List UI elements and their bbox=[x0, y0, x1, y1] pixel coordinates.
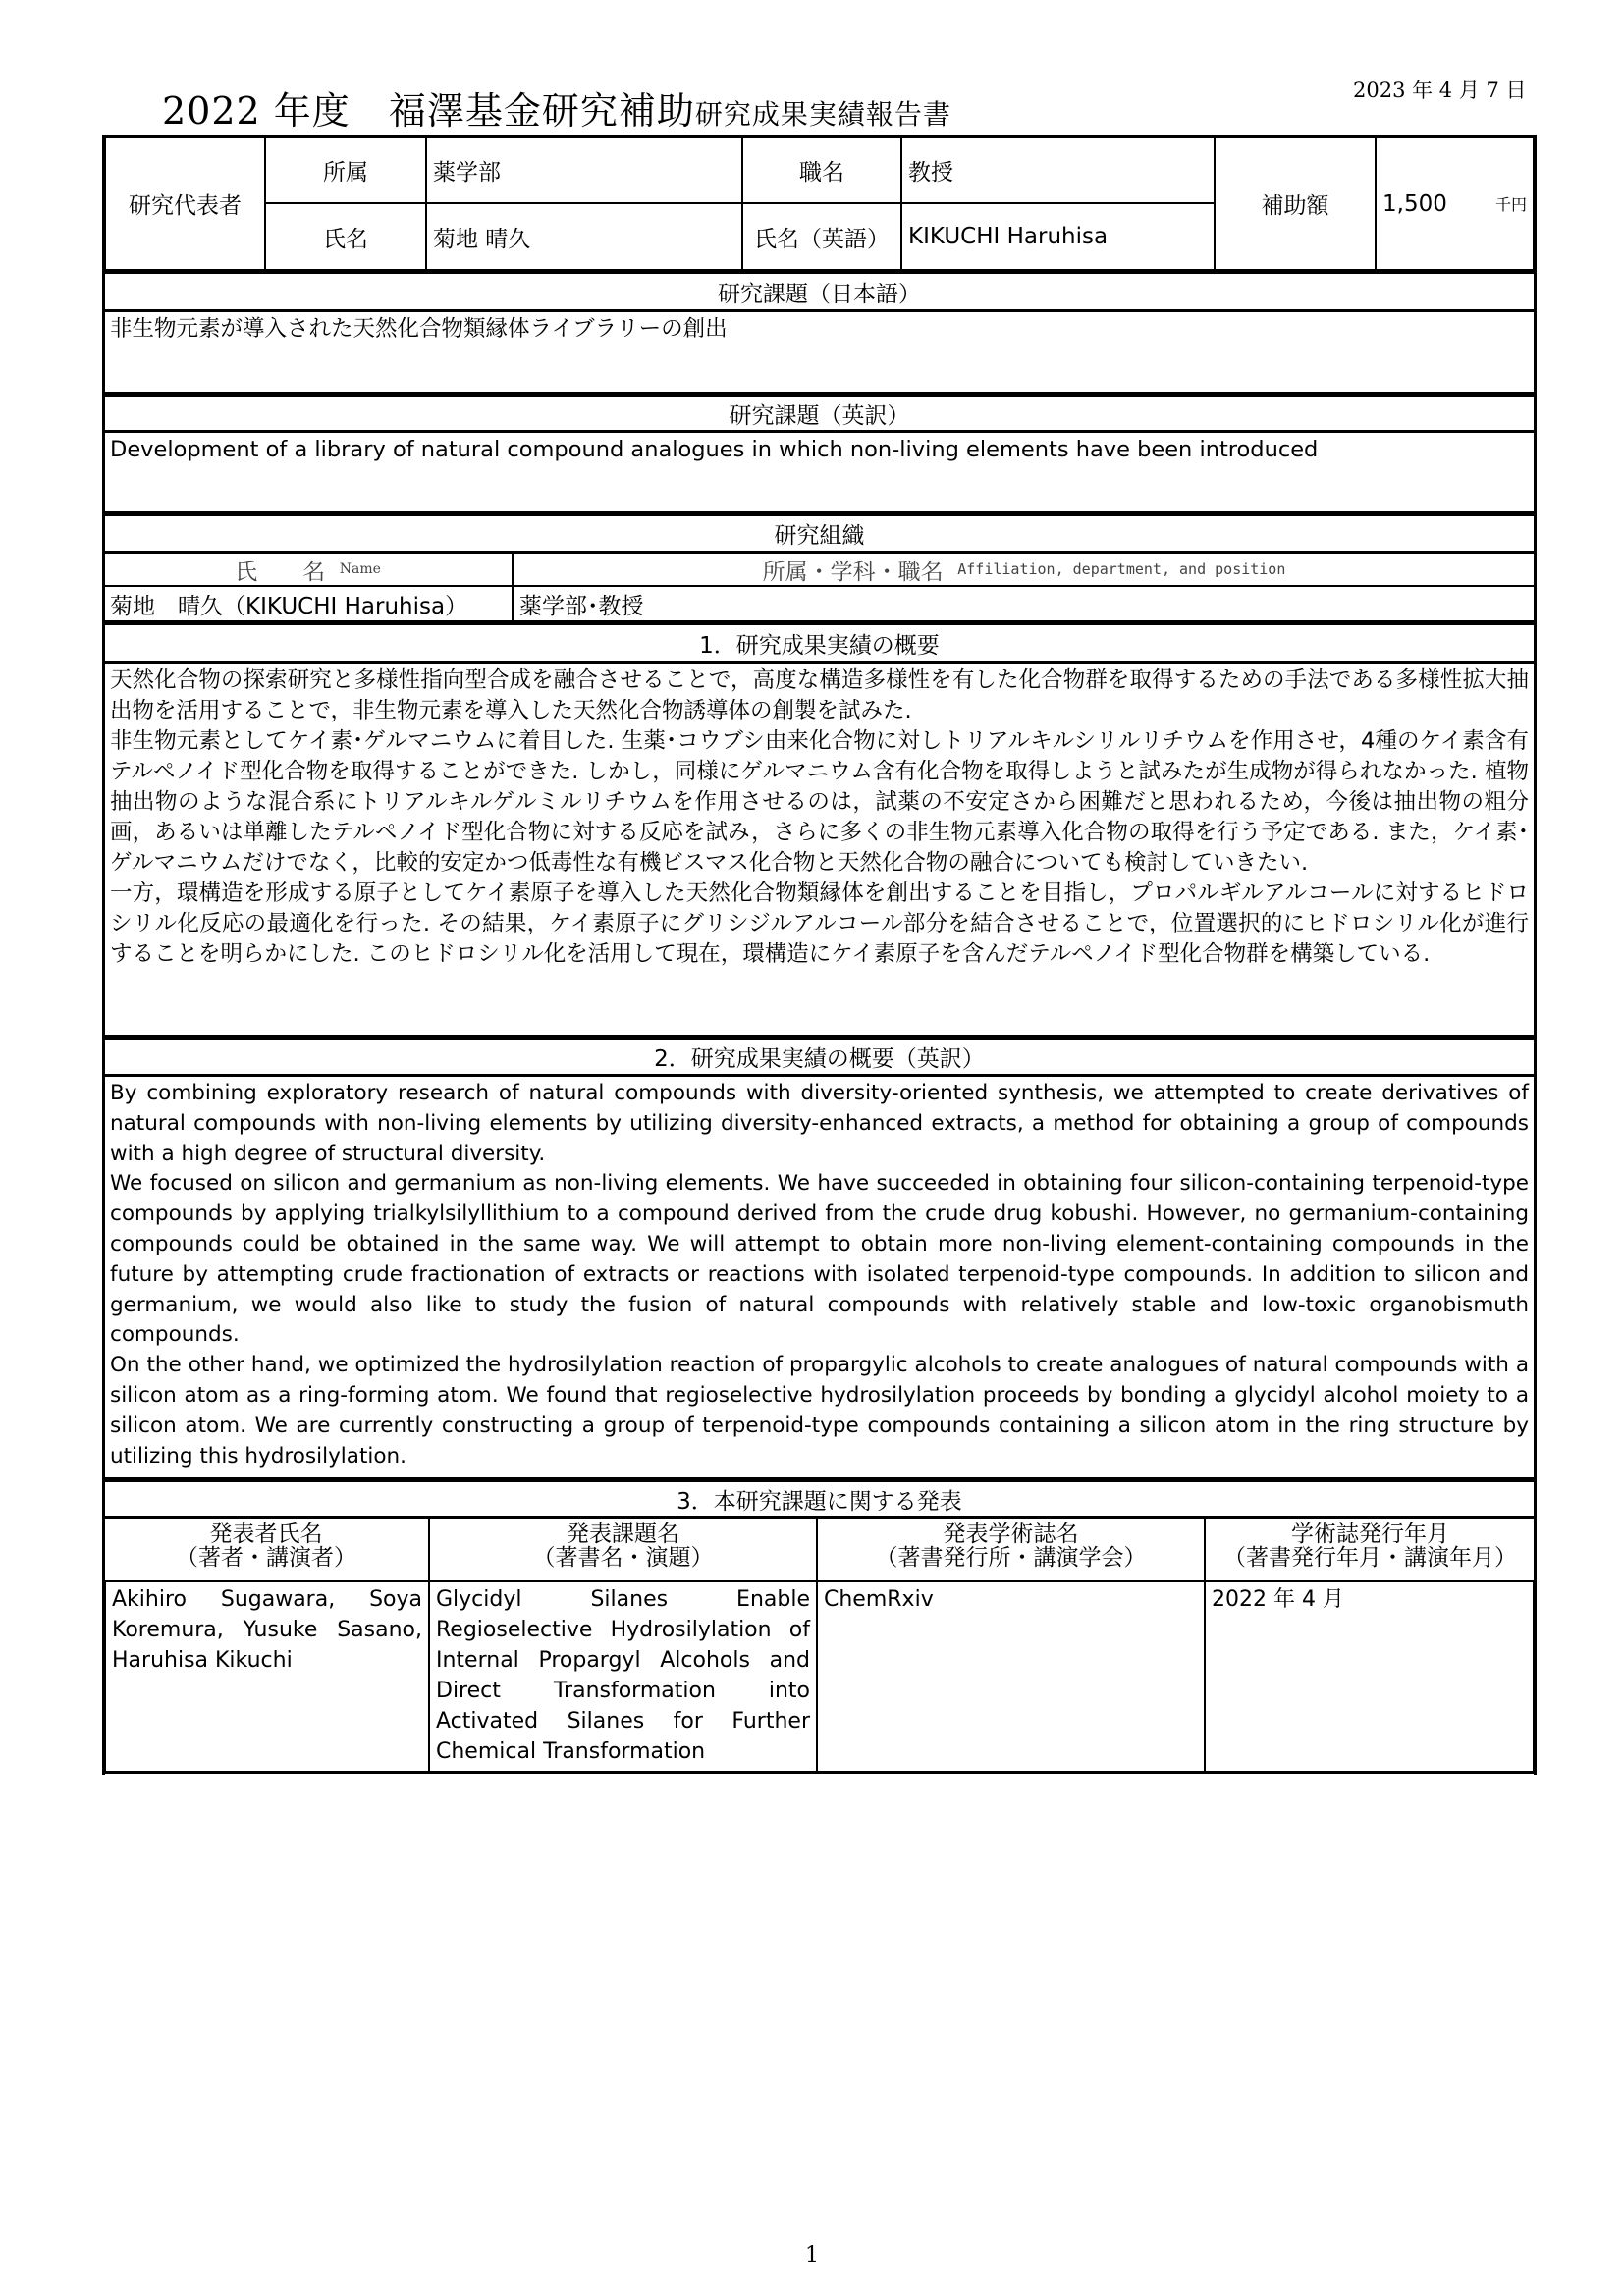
frame-right-border bbox=[1534, 135, 1537, 1775]
col-subtitle: （著者・講演者） bbox=[176, 1545, 356, 1571]
pub-title: Glycidyl Silanes Enable Regioselective Hydrosilylation of Internal Propargyl Alcohols and Direct Transformation into Activated Silanes for Further Chemical Transformation bbox=[429, 1581, 817, 1774]
name-en-value: KIKUCHI Haruhisa bbox=[901, 203, 1215, 270]
title-ja-text: 非生物元素が導入された天然化合物類縁体ライブラリーの創出 bbox=[103, 311, 1536, 393]
summary-en-header: 2．研究成果実績の概要（英訳） bbox=[103, 1036, 1536, 1076]
position-label: 職名 bbox=[742, 135, 901, 203]
page-number: 1 bbox=[805, 2243, 819, 2268]
summary-en-body bbox=[103, 1076, 1536, 1478]
report-name: 研究成果実績報告書 bbox=[694, 98, 951, 131]
position-value: 教授 bbox=[901, 135, 1215, 203]
title-en-header: 研究課題（英訳） bbox=[103, 393, 1536, 432]
col-subtitle: （著書発行年月・講演年月） bbox=[1223, 1545, 1517, 1571]
pub-col-authors bbox=[103, 1518, 429, 1581]
fund-name: 福澤基金研究補助 bbox=[388, 89, 695, 133]
org-name-header-en: Name bbox=[339, 561, 381, 577]
frame-left-border bbox=[102, 135, 105, 1775]
pub-col-date bbox=[1205, 1518, 1536, 1581]
summary-en-paragraph: We focused on silicon and germanium as non-living elements. We have succeeded in obtaining four silicon-containing terpenoid-type compounds by applying trialkylsilyllithium to a compound derived from the crude drug kobushi. However, no germanium-containing compounds could be obtained in the same way. We will attempt to obtain more non-living element-containing compounds in the future by attempting crude fractionation of extracts or reactions with isolated terpenoid-type compounds. In addition to silicon and germanium, we would also like to study the fusion of natural compounds with relatively stable and low-toxic organobismuth compounds. bbox=[110, 1171, 1529, 1348]
organization-header: 研究組織 bbox=[103, 512, 1536, 553]
pub-authors: Akihiro Sugawara, Soya Koremura, Yusuke Sasano, Haruhisa Kikuchi bbox=[103, 1581, 429, 1774]
summary-en-paragraph: On the other hand, we optimized the hydrosilylation reaction of propargylic alcohols to create analogues of natural compounds with a silicon atom as a ring-forming atom. We found that regioselective hydrosilylation proceeds by bonding a glycidyl alcohol moiety to a silicon atom. We are currently constructing a group of terpenoid-type compounds containing a silicon atom in the ring structure by utilizing this hydrosilylation. bbox=[110, 1353, 1529, 1468]
pub-col-title bbox=[429, 1518, 817, 1581]
summary-ja-paragraph: 非生物元素としてケイ素･ゲルマニウムに着目した. 生薬･コウブシ由来化合物に対しトリアルキルシリルリチウムを作用させ，4種のケイ素含有テルペノイド型化合物を取得することができた. しかし，同様にゲルマニウム含有化合物を取得しようと試みたが生成物が得られなかった. 植物抽出物のような混合系にトリアルキルゲルミルリチウムを作用させるのは，試薬の不安定さから困難だと思われるため，今後は抽出物の粗分画，あるいは単離したテルペノイド型化合物に対する反応を試み，さらに多くの非生物元素導入化合物の取得を行う予定である. また，ケイ素･ゲルマニウムだけでなく，比較的安定かつ低毒性な有機ビスマス化合物と天然化合物の融合についても検討していきたい. bbox=[110, 728, 1529, 876]
col-subtitle: （著書発行所・講演学会） bbox=[875, 1545, 1147, 1571]
summary-ja-body bbox=[103, 663, 1536, 1036]
org-member-affiliation: 薬学部･教授 bbox=[513, 586, 1536, 621]
org-aff-header: 所属・学科・職名 bbox=[762, 559, 944, 585]
summary-en-paragraph: By combining exploratory research of natural compounds with diversity-oriented synthesis, we attempted to create derivatives of natural compounds with non-living elements by utilizing diversity-enhanced extracts, a method for obtaining a group of compounds with a high degree of structural diversity. bbox=[110, 1081, 1529, 1166]
pub-col-journal bbox=[817, 1518, 1205, 1581]
name-en-label: 氏名（英語） bbox=[742, 203, 901, 270]
org-member-name: 菊地 晴久（KIKUCHI Haruhisa） bbox=[103, 586, 513, 621]
org-aff-header-en: Affiliation, department, and position bbox=[957, 561, 1286, 578]
grant-label: 補助額 bbox=[1215, 135, 1376, 270]
affiliation-value: 薬学部 bbox=[426, 135, 742, 203]
representative-label: 研究代表者 bbox=[103, 135, 265, 270]
summary-ja-header: 1．研究成果実績の概要 bbox=[103, 621, 1536, 663]
col-subtitle: （著書名・演題） bbox=[532, 1545, 714, 1571]
report-date: 2023 年 4 月 7 日 bbox=[1353, 79, 1527, 102]
grant-unit: 千円 bbox=[1494, 195, 1527, 214]
title-en-text: Development of a library of natural compound analogues in which non-living elements have been introduced bbox=[103, 432, 1536, 512]
affiliation-label: 所属 bbox=[265, 135, 426, 203]
summary-ja-paragraph: 一方，環構造を形成する原子としてケイ素原子を導入した天然化合物類縁体を創出することを目指し，プロパルギルアルコールに対するヒドロシリル化反応の最適化を行った. その結果，ケイ素原子にグリシジルアルコール部分を結合させることで，位置選択的にヒドロシリル化が進行することを明らかにした. このヒドロシリル化を活用して現在，環構造にケイ素原子を含んだテルペノイド型化合物群を構築している. bbox=[110, 881, 1529, 967]
publications-header: 3．本研究課題に関する発表 bbox=[103, 1478, 1536, 1518]
title-ja-header: 研究課題（日本語） bbox=[103, 270, 1536, 311]
name-label: 氏名 bbox=[265, 203, 426, 270]
col-title: 発表者氏名 bbox=[209, 1522, 323, 1547]
document-title bbox=[162, 80, 951, 134]
pub-journal: ChemRxiv bbox=[817, 1581, 1205, 1774]
fiscal-year: 2022 年度 bbox=[162, 89, 351, 133]
pub-date: 2022 年 4 月 bbox=[1205, 1581, 1536, 1774]
col-title: 発表課題名 bbox=[567, 1522, 679, 1547]
col-title: 発表学術誌名 bbox=[943, 1522, 1079, 1547]
grant-value: 1,500 bbox=[1382, 190, 1447, 217]
summary-ja-paragraph: 天然化合物の探索研究と多様性指向型合成を融合させることで，高度な構造多様性を有した化合物群を取得するための手法である多様性拡大抽出物を活用することで，非生物元素を導入した天然化合物誘導体の創製を試みた. bbox=[110, 667, 1529, 723]
org-name-header: 氏 名 bbox=[235, 559, 326, 585]
col-title: 学術誌発行年月 bbox=[1291, 1522, 1449, 1547]
name-value: 菊地 晴久 bbox=[426, 203, 742, 270]
